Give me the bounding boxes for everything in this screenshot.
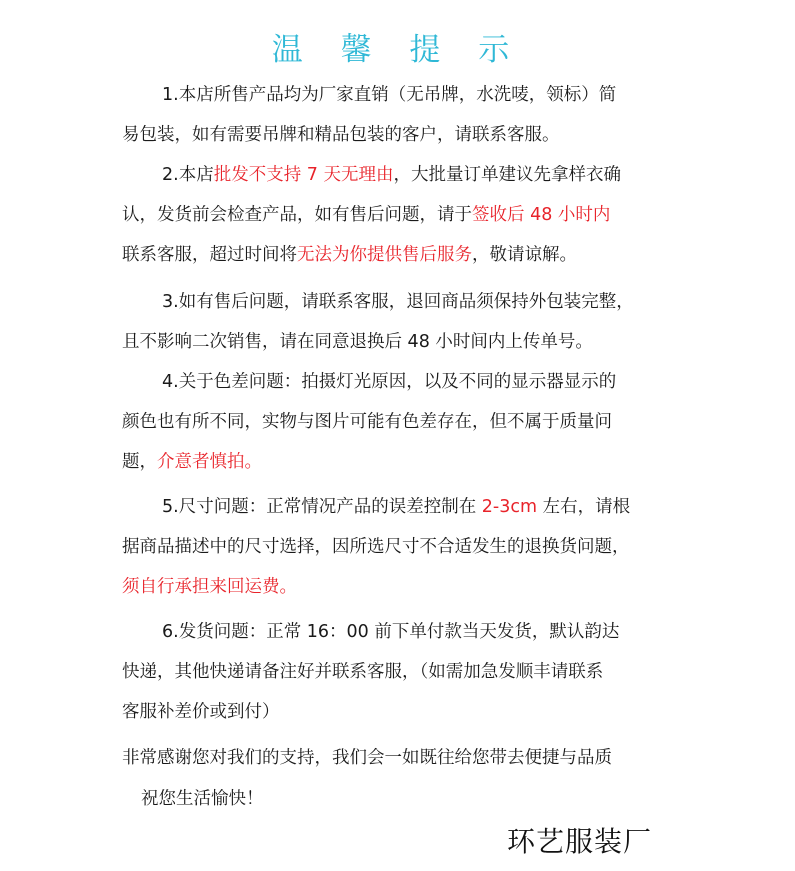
- notice-text: 6.发货问题：正常 16：00 前下单付款当天发货，默认韵达: [162, 622, 620, 642]
- notice-line: [122, 487, 682, 527]
- notice-line: [122, 322, 682, 362]
- notice-text: 据商品描述中的尺寸选择，因所选尺寸不合适发生的退换货问题，: [122, 537, 630, 557]
- notice-line: [122, 235, 682, 275]
- highlight-text: 2-3cm: [481, 497, 538, 517]
- notice-line: [122, 195, 682, 235]
- highlight-text: 批发不支持 7 天无理由: [213, 165, 394, 185]
- notice-text: 4.关于色差问题：拍摄灯光原因，以及不同的显示器显示的: [162, 372, 617, 392]
- notice-text: 易包装，如有需要吊牌和精品包装的客户，请联系客服。: [122, 125, 560, 145]
- notice-1: [122, 75, 682, 155]
- notice-line: [122, 567, 682, 607]
- notice-text: 快递，其他快递请备注好并联系客服，（如需加急发顺丰请联系: [122, 662, 604, 682]
- notice-text: 2.本店: [162, 165, 214, 185]
- notice-line: [122, 75, 682, 115]
- notice-line: [122, 115, 682, 155]
- notice-3: [122, 282, 682, 362]
- shop-signature: 环艺服装厂: [507, 825, 653, 858]
- notice-text: 认，发货前会检查产品，如有售后问题，请于: [122, 205, 472, 225]
- notice-text: ，大批量订单建议先拿样衣确: [393, 165, 621, 185]
- notice-4: [122, 362, 682, 482]
- notice-2: [122, 155, 682, 275]
- highlight-text: 无法为你提供售后服务: [297, 245, 472, 265]
- notice-text: 左右，请根: [537, 497, 631, 517]
- notice-line: [122, 442, 682, 482]
- notice-text: 5.尺寸问题：正常情况产品的误差控制在: [162, 497, 482, 517]
- notice-line: [122, 282, 682, 322]
- notice-text: 1.本店所售产品均为厂家直销（无吊牌，水洗唛，领标）简: [162, 85, 617, 105]
- notice-line: [122, 692, 682, 732]
- notice-text: 联系客服，超过时间将: [122, 245, 297, 265]
- notice-line: [122, 155, 682, 195]
- notice-line: [122, 652, 682, 692]
- highlight-text: 须自行承担来回运费。: [122, 577, 297, 597]
- notice-line: [122, 362, 682, 402]
- highlight-text: 签收后 48 小时内: [472, 205, 611, 225]
- notice-line: [122, 612, 682, 652]
- notice-text: 颜色也有所不同，实物与图片可能有色差存在，但不属于质量问: [122, 412, 612, 432]
- notice-text: ，敬请谅解。: [472, 245, 577, 265]
- notice-6: [122, 612, 682, 732]
- notice-text: 3.如有售后问题，请联系客服，退回商品须保持外包装完整，: [162, 292, 634, 312]
- wish-text: 祝您生活愉快！: [141, 789, 264, 809]
- notice-line: [122, 527, 682, 567]
- page-title: 温 馨 提 示: [271, 32, 524, 68]
- highlight-text: 介意者慎拍。: [157, 452, 262, 472]
- thanks-text: 非常感谢您对我们的支持，我们会一如既往给您带去便捷与品质: [122, 748, 612, 768]
- notice-text: 题，: [122, 452, 157, 472]
- notice-text: 且不影响二次销售，请在同意退换后 48 小时间内上传单号。: [122, 332, 593, 352]
- notice-text: 客服补差价或到付）: [122, 702, 280, 722]
- notice-line: [122, 402, 682, 442]
- notice-5: [122, 487, 682, 607]
